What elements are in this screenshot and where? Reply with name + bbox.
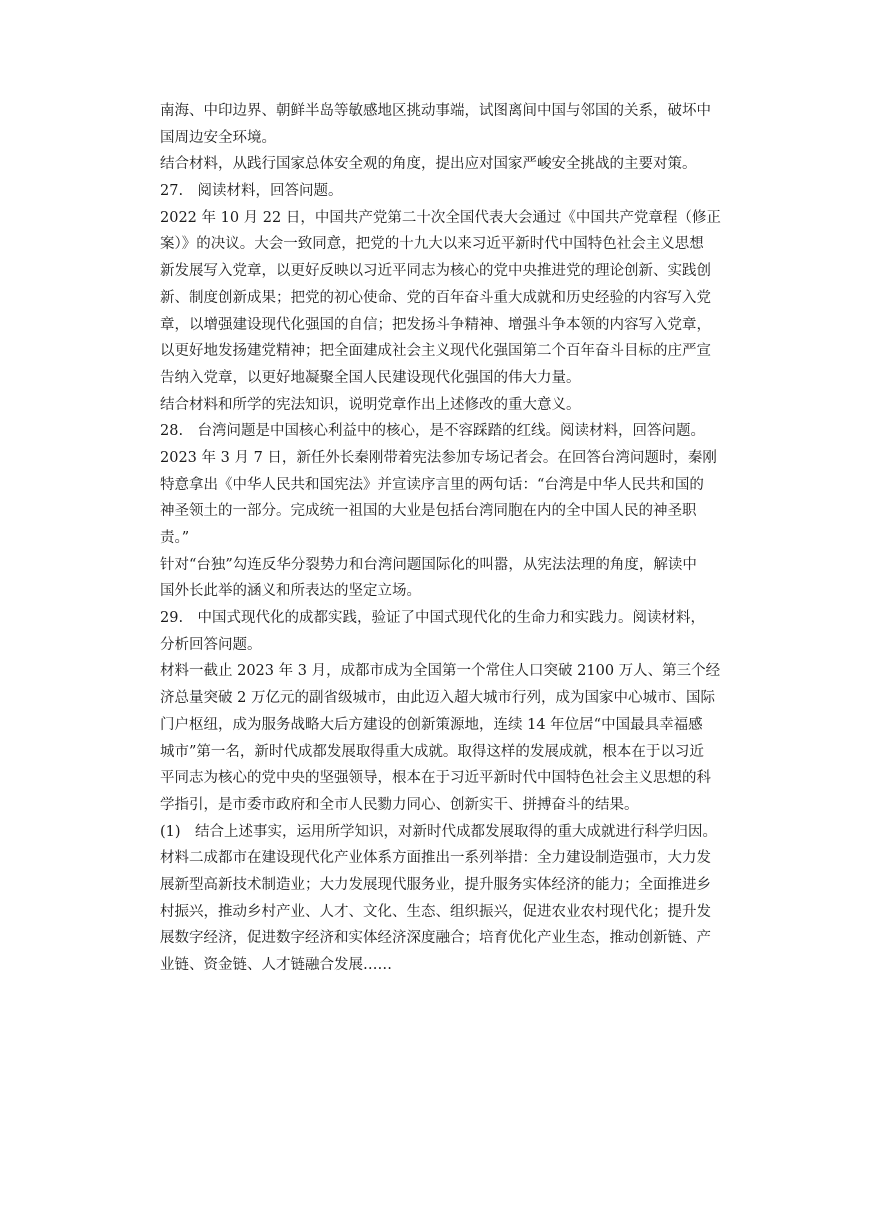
text-line: 告纳入党章，以更好地凝聚全国人民建设现代化强国的伟大力量。 [160, 369, 581, 386]
text-line: 责。” [160, 530, 190, 546]
text-line: 国外长此举的涵义和所表达的坚定立场。 [160, 583, 421, 600]
sub-question-1: (1) 结合上述事实，运用所学知识，对新时代成都发展取得的重大成就进行科学归因。 [160, 823, 718, 840]
text-line: 新、制度创新成果；把党的初心使命、党的百年奋斗重大成就和历史经验的内容写入党 [160, 289, 711, 306]
document-page [160, 98, 740, 979]
text-line: 材料二成都市在建设现代化产业体系方面推出一系列举措：全力建设制造强市，大力发 [160, 850, 711, 867]
text-line: 神圣领土的一部分。完成统一祖国的大业是包括台湾同胞在内的全中国人民的神圣职 [160, 503, 697, 520]
text-line: 针对“台独”勾连反华分裂势力和台湾问题国际化的叫嚣，从宪法法理的角度，解读中 [160, 556, 697, 573]
text-line: 平同志为核心的党中央的坚强领导，根本在于习近平新时代中国特色社会主义思想的科 [160, 770, 711, 787]
text-line: 展新型高新技术制造业；大力发展现代服务业，提升服务实体经济的能力；全面推进乡 [160, 876, 711, 893]
text-line: 学指引，是市委市政府和全市人民勠力同心、创新实干、拼搏奋斗的结果。 [160, 796, 639, 813]
text-line: 材料一截止 2023 年 3 月，成都市成为全国第一个常住人口突破 2100 万人、第三个经 [160, 663, 721, 680]
text-line: 分析回答问题。 [160, 636, 262, 653]
text-line: 南海、中印边界、朝鲜半岛等敏感地区挑动事端，试图离间中国与邻国的关系，破坏中 [160, 103, 711, 119]
text-line: 2022 年 10 月 22 日，中国共产党第二十次全国代表大会通过《中国共产党章程（修正 [160, 209, 721, 226]
text-line: 展数字经济，促进数字经济和实体经济深度融合；培育优化产业生态，推动创新链、产 [160, 930, 711, 947]
text-line: 案）》的决议。大会一致同意，把党的十九大以来习近平新时代中国特色社会主义思想 [160, 236, 704, 253]
text-line: 章，以增强建设现代化强国的自信；把发扬斗争精神、增强斗争本领的内容写入党章， [160, 316, 711, 333]
text-line: 济总量突破 2 万亿元的副省级城市，由此迈入超大城市行列，成为国家中心城市、国际 [160, 690, 715, 707]
text-line: 特意拿出《中华人民共和国宪法》并宣读序言里的两句话：“台湾是中华人民共和国的 [160, 476, 704, 493]
text-line: 2023 年 3 月 7 日，新任外长秦刚带着宪法参加专场记者会。在回答台湾问题时，秦刚 [160, 449, 717, 466]
text-line: 新发展写入党章，以更好反映以习近平同志为核心的党中央推进党的理论创新、实践创 [160, 263, 711, 280]
question-27-heading: 27. 阅读材料，回答问题。 [160, 183, 343, 200]
text-line: 门户枢纽，成为服务战略大后方建设的创新策源地，连续 14 年位居“中国最具幸福感 [160, 716, 703, 733]
question-29-heading: 29. 中国式现代化的成都实践，验证了中国式现代化的生命力和实践力。阅读材料， [160, 610, 706, 627]
text-line: 结合材料和所学的宪法知识，说明党章作出上述修改的重大意义。 [160, 396, 581, 413]
text-line: 结合材料，从践行国家总体安全观的角度，提出应对国家严峻安全挑战的主要对策。 [160, 156, 697, 173]
text-line: 村振兴，推动乡村产业、人才、文化、生态、组织振兴，促进农业农村现代化；提升发 [160, 903, 711, 920]
text-line: 以更好地发扬建党精神；把全面建成社会主义现代化强国第二个百年奋斗目标的庄严宣 [160, 343, 711, 360]
text-line: 城市”第一名，新时代成都发展取得重大成就。取得这样的发展成就，根本在于以习近 [160, 743, 704, 760]
question-28-heading: 28. 台湾问题是中国核心利益中的核心，是不容踩踏的红线。阅读材料，回答问题。 [160, 423, 706, 440]
text-line: 国周边安全环境。 [160, 129, 276, 146]
text-line: 业链、资金链、人才链融合发展…… [160, 957, 392, 973]
